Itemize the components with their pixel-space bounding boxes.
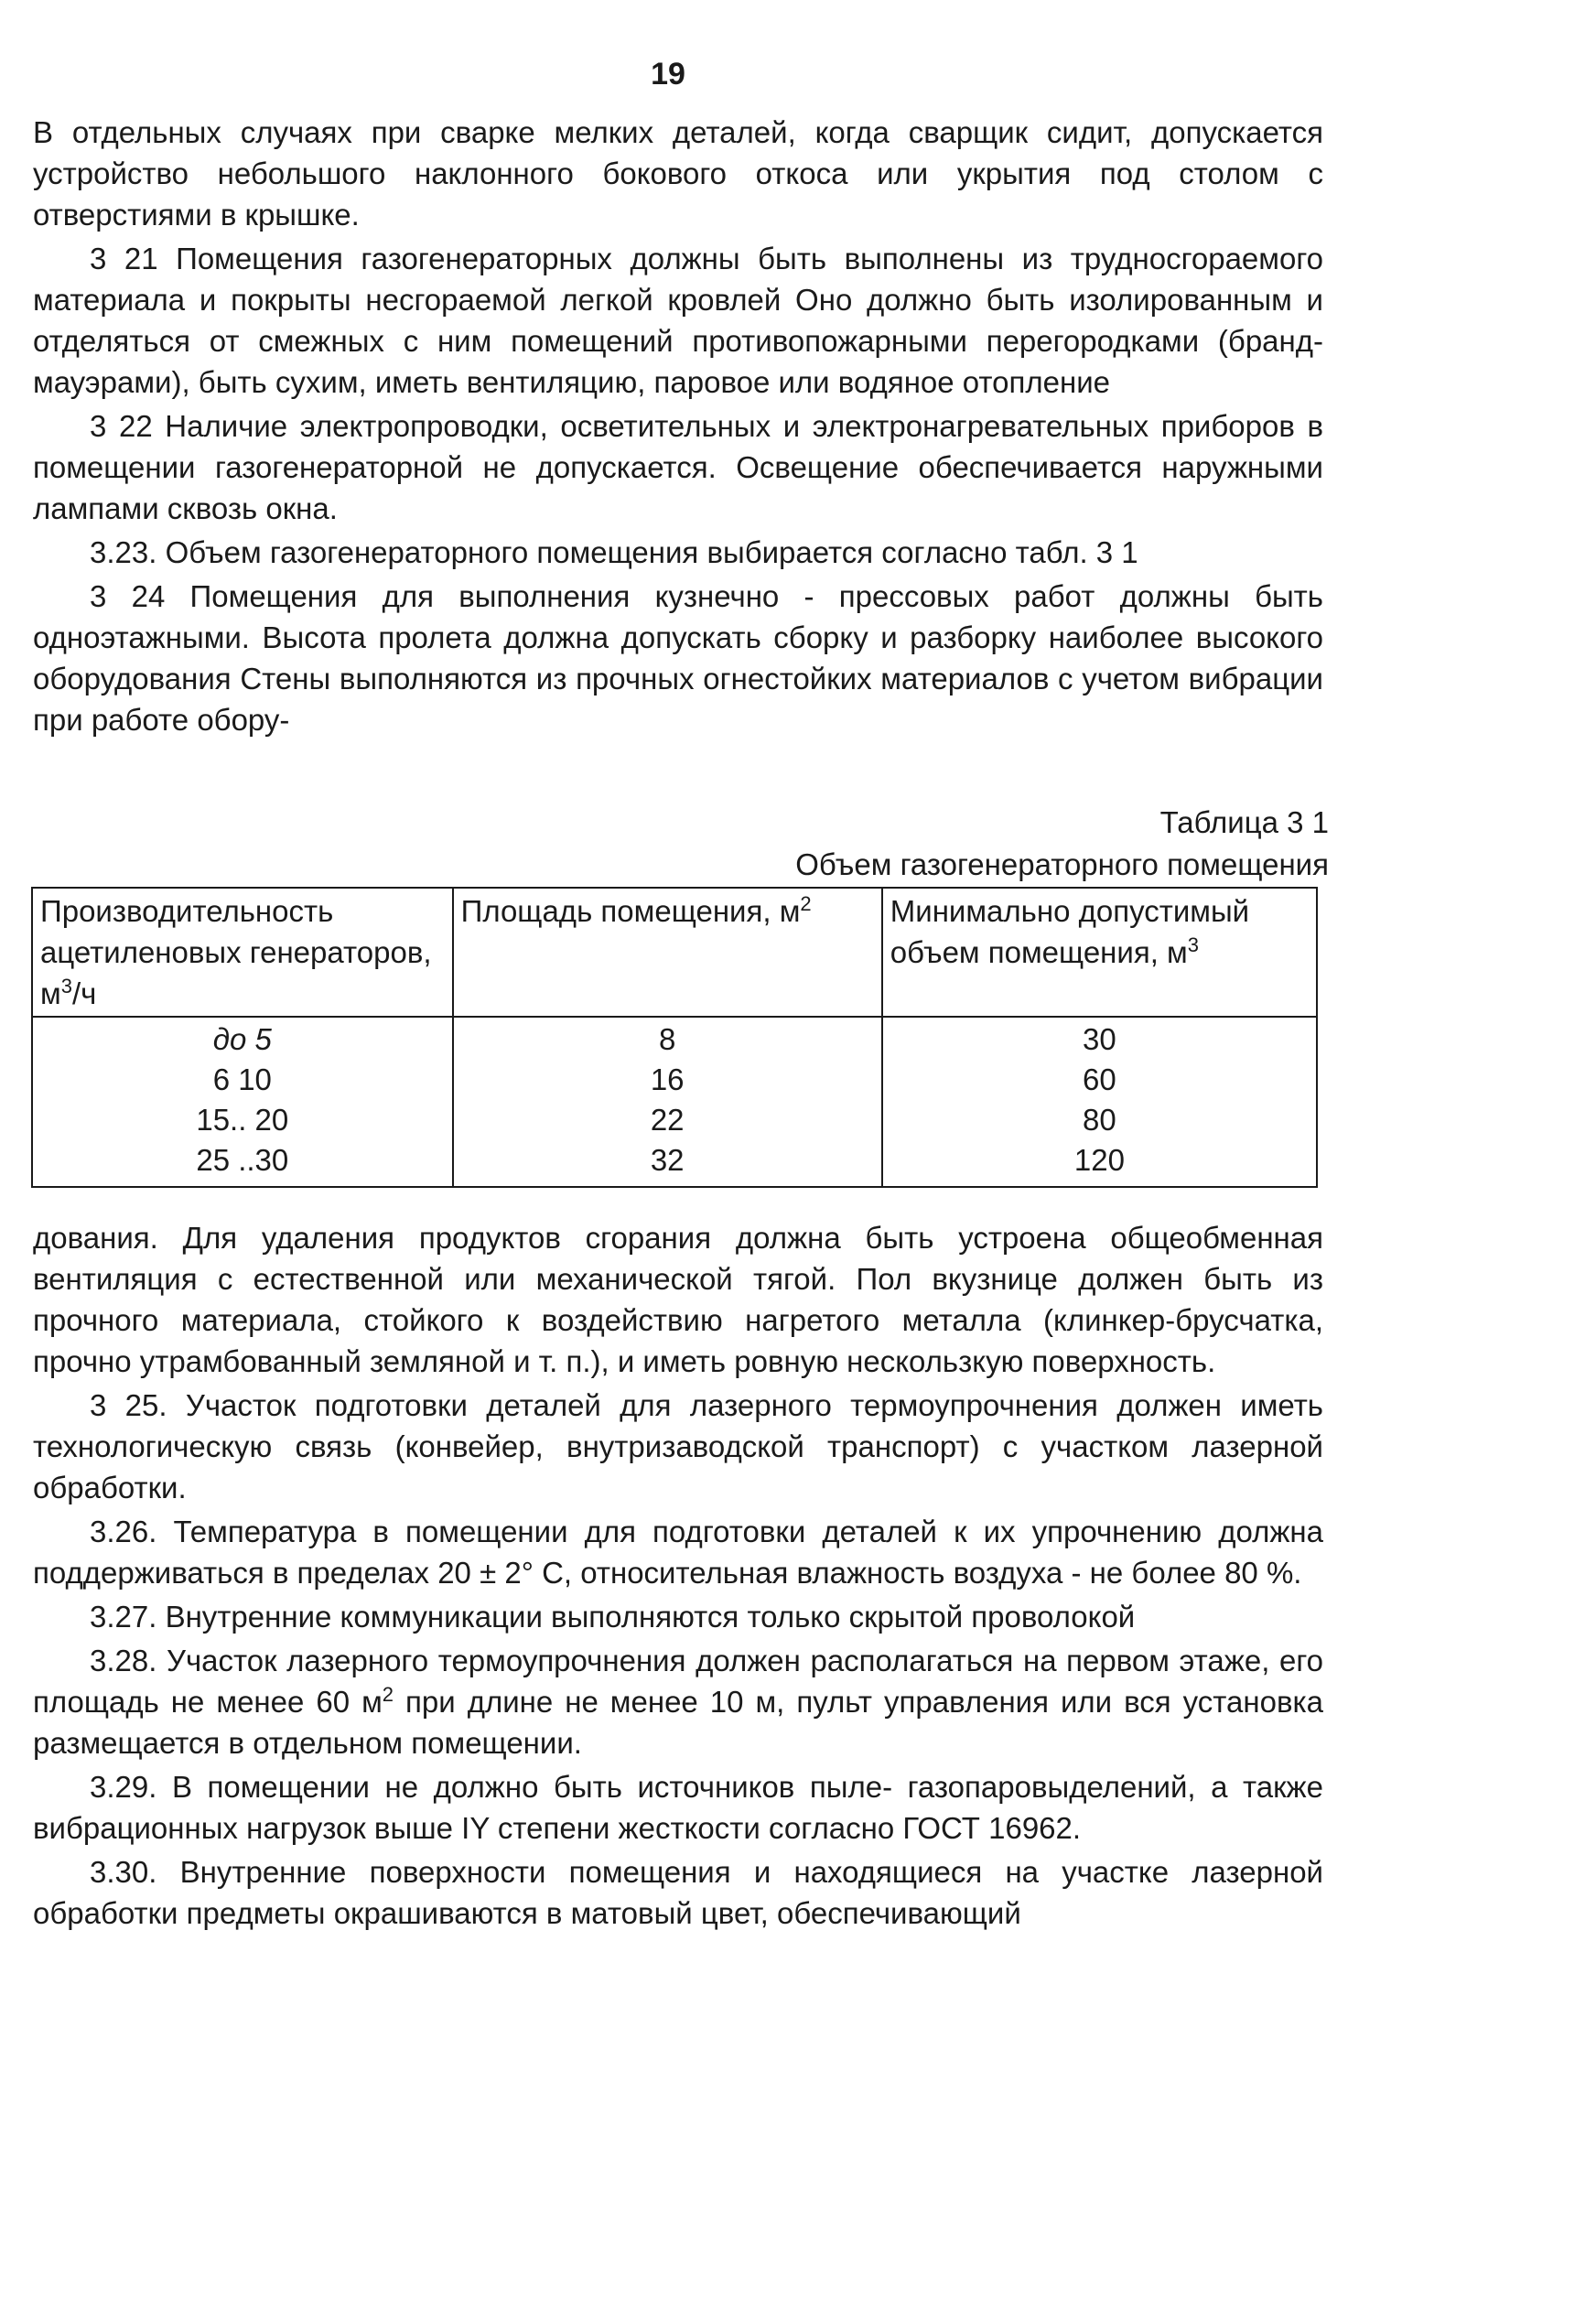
cell-volume: 30 (882, 1017, 1317, 1060)
cell-productivity: 25 ..30 (32, 1140, 453, 1187)
cell-volume: 80 (882, 1100, 1317, 1140)
table-title: Объем газогенераторного помещения (795, 847, 1329, 881)
header-productivity: Производительность ацетиленовых генераторов, $м^3/ч$ (32, 888, 453, 1017)
table-row (32, 1017, 1317, 1060)
cell-productivity: до 5 (32, 1017, 453, 1060)
paragraph-3-25: 3 25. Участок подготовки деталей для лазерного термоупрочнения должен иметь технологическую связь (конвейер, внутризаводской транспорт) с участком лазерной обработки. (33, 1388, 1323, 1504)
paragraph-intro: В отдельных случаях при сварке мелких деталей, когда сварщик сидит, допускается устройство небольшого наклонного бокового откоса или укрытия под столом с отверстиями в крышке. (33, 115, 1323, 232)
cell-productivity: 6 10 (32, 1060, 453, 1100)
cell-area: 16 (453, 1060, 882, 1100)
cell-volume: 60 (882, 1060, 1317, 1100)
paragraph-3-27: 3.27. Внутренние коммуникации выполняются только скрытой проволокой (90, 1600, 1136, 1634)
cell-area: 22 (453, 1100, 882, 1140)
table-row (32, 1140, 1317, 1187)
table-row (32, 1060, 1317, 1100)
cell-area: 32 (453, 1140, 882, 1187)
paragraph-3-22: 3 22 Наличие электропроводки, осветительных и электронагревательных приборов в помещении газогенераторной не допускается. Освещение обеспечивается наружными лампами сквозь окна. (33, 409, 1323, 525)
table-caption: Таблица 3 1 (1159, 805, 1329, 839)
paragraph-3-24: 3 24 Помещения для выполнения кузнечно - прессовых работ должны быть одноэтажными. Высота пролета должна допускать сборку и разборку наиболее высокого оборудования Стены выполняются из прочных огнестойких материалов с учетом вибрации при работе обору- (33, 579, 1323, 737)
cell-volume: 120 (882, 1140, 1317, 1187)
cell-productivity: 15.. 20 (32, 1100, 453, 1140)
paragraph-3-29: 3.29. В помещении не должно быть источников пыле- газопаровыделений, а также вибрационных нагрузок выше IY степени жесткости согласно ГОСТ 16962. (33, 1770, 1323, 1845)
header-volume: Минимально допустимый объем помещения, $м^3$ (882, 888, 1317, 1017)
paragraph-3-26: 3.26. Температура в помещении для подготовки деталей к их упрочнению должна поддерживаться в пределах 20 ± 2° С, относительная влажность воздуха - не более 80 %. (33, 1515, 1323, 1590)
paragraph-3-21: 3 21 Помещения газогенераторных должны быть выполнены из трудносгораемого материала и покрыты несгораемой легкой кровлей Оно должно быть изолированным и отделяться от смежных с ним помещений противопожарными перегородками (бранд-мауэрами), быть сухим, иметь вентиляцию, паровое или водяное отопление (33, 242, 1323, 399)
cell-area: 8 (453, 1017, 882, 1060)
paragraph-3-23: 3.23. Объем газогенераторного помещения выбирается согласно табл. 3 1 (90, 535, 1138, 569)
page-number: 19 (651, 57, 685, 92)
table-header-row (32, 888, 1317, 1017)
gas-generator-room-table (31, 887, 1318, 1188)
paragraph-continuation: дования. Для удаления продуктов сгорания должна быть устроена общеобменная вентиляция с естественной или механической тягой. Пол вкузнице должен быть из прочного материала, стойкого к воздействию нагретого металла (клинкер-брусчатка, прочно утрамбованный земляной и т. п.), и иметь ровную нескользкую поверхность. (33, 1221, 1323, 1378)
header-area: Площадь помещения, $м^2$ (453, 888, 882, 1017)
bottom-text-block (33, 1217, 1323, 1936)
paragraph-3-28: 3.28. Участок лазерного термоупрочнения должен располагаться на первом этаже, его площадь не менее 60 $м^2$ при длине не менее 10 м, пульт управления или вся установка размещается в отдельном помещении. (33, 1644, 1324, 1760)
top-text-block (33, 112, 1323, 743)
paragraph-3-30: 3.30. Внутренние поверхности помещения и находящиеся на участке лазерной обработки предметы окрашиваются в матовый цвет, обеспечивающий (33, 1855, 1323, 1930)
table-row (32, 1100, 1317, 1140)
